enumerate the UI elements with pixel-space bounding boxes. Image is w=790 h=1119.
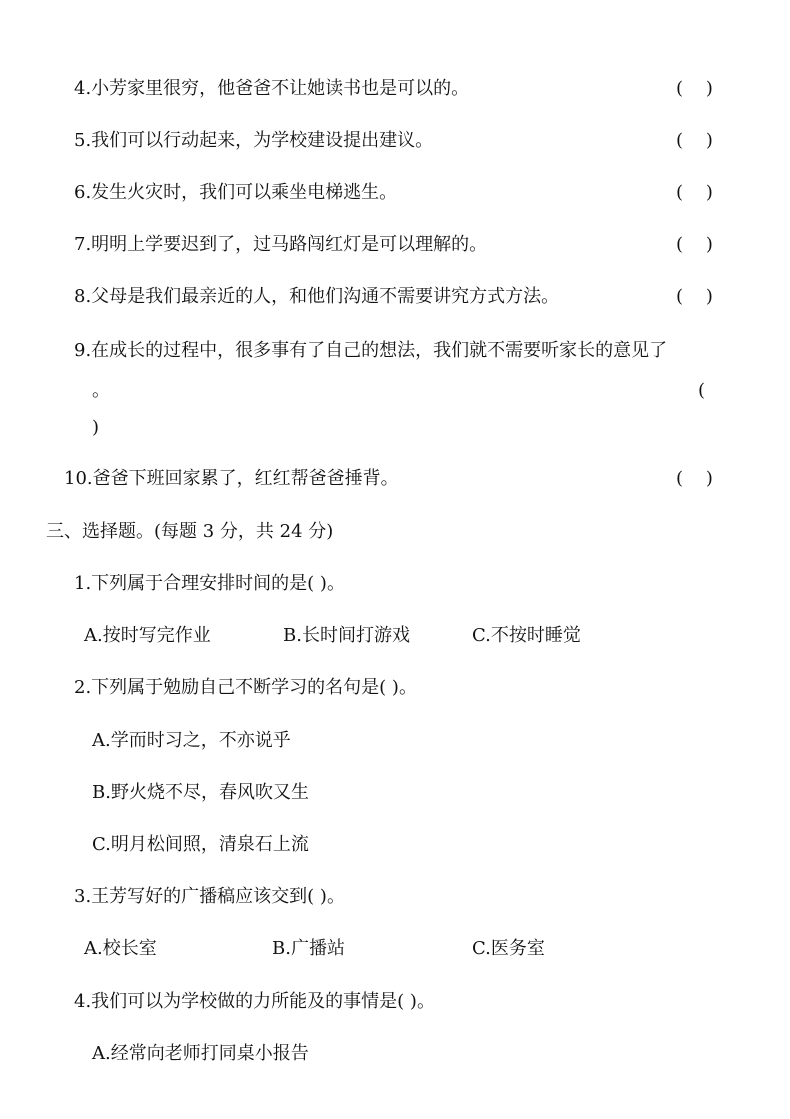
answer-paren-6[interactable]: ( ): [676, 182, 713, 203]
q2-option-b[interactable]: B.野火烧不尽，春风吹又生: [92, 782, 309, 803]
q3-option-a[interactable]: A.校长室: [84, 938, 157, 959]
tf-item-8: 8.父母是我们最亲近的人，和他们沟通不需要讲究方式方法。: [74, 286, 560, 307]
question-4-stem: 4.我们可以为学校做的力所能及的事情是( )。: [74, 991, 435, 1012]
tf-item-7: 7.明明上学要迟到了，过马路闯红灯是可以理解的。: [74, 234, 488, 255]
q2-option-a[interactable]: A.学而时习之，不亦说乎: [92, 730, 291, 751]
q3-option-b[interactable]: B.广播站: [272, 938, 345, 959]
answer-paren-5[interactable]: ( ): [676, 130, 713, 151]
tf-item-6: 6.发生火灾时，我们可以乘坐电梯逃生。: [74, 182, 398, 203]
question-2-stem: 2.下列属于勉励自己不断学习的名句是( )。: [74, 677, 417, 698]
answer-paren-9-close[interactable]: ): [92, 417, 100, 438]
tf-item-5: 5.我们可以行动起来，为学校建设提出建议。: [74, 130, 434, 151]
tf-item-9-wrap: 。: [92, 380, 110, 401]
q3-option-c[interactable]: C.医务室: [472, 938, 545, 959]
answer-paren-10[interactable]: ( ): [676, 468, 713, 489]
q4-option-a[interactable]: A.经常向老师打同桌小报告: [92, 1043, 309, 1064]
tf-item-10: 10.爸爸下班回家累了，红红帮爸爸捶背。: [64, 468, 399, 489]
question-1-stem: 1.下列属于合理安排时间的是( )。: [74, 573, 345, 594]
tf-item-4: 4.小芳家里很穷，他爸爸不让她读书也是可以的。: [74, 78, 470, 99]
q1-option-a[interactable]: A.按时写完作业: [84, 625, 211, 646]
answer-paren-7[interactable]: ( ): [676, 234, 713, 255]
section-heading: 三、选择题。(每题 3 分，共 24 分): [46, 521, 334, 542]
q1-option-c[interactable]: C.不按时睡觉: [472, 625, 581, 646]
tf-item-9: 9.在成长的过程中，很多事有了自己的想法，我们就不需要听家长的意见了: [74, 340, 668, 361]
answer-paren-4[interactable]: ( ): [676, 78, 713, 99]
q2-option-c[interactable]: C.明月松间照，清泉石上流: [92, 834, 309, 855]
answer-paren-9-open[interactable]: (: [698, 380, 706, 401]
question-3-stem: 3.王芳写好的广播稿应该交到( )。: [74, 886, 345, 907]
answer-paren-8[interactable]: ( ): [676, 286, 713, 307]
q1-option-b[interactable]: B.长时间打游戏: [283, 625, 410, 646]
